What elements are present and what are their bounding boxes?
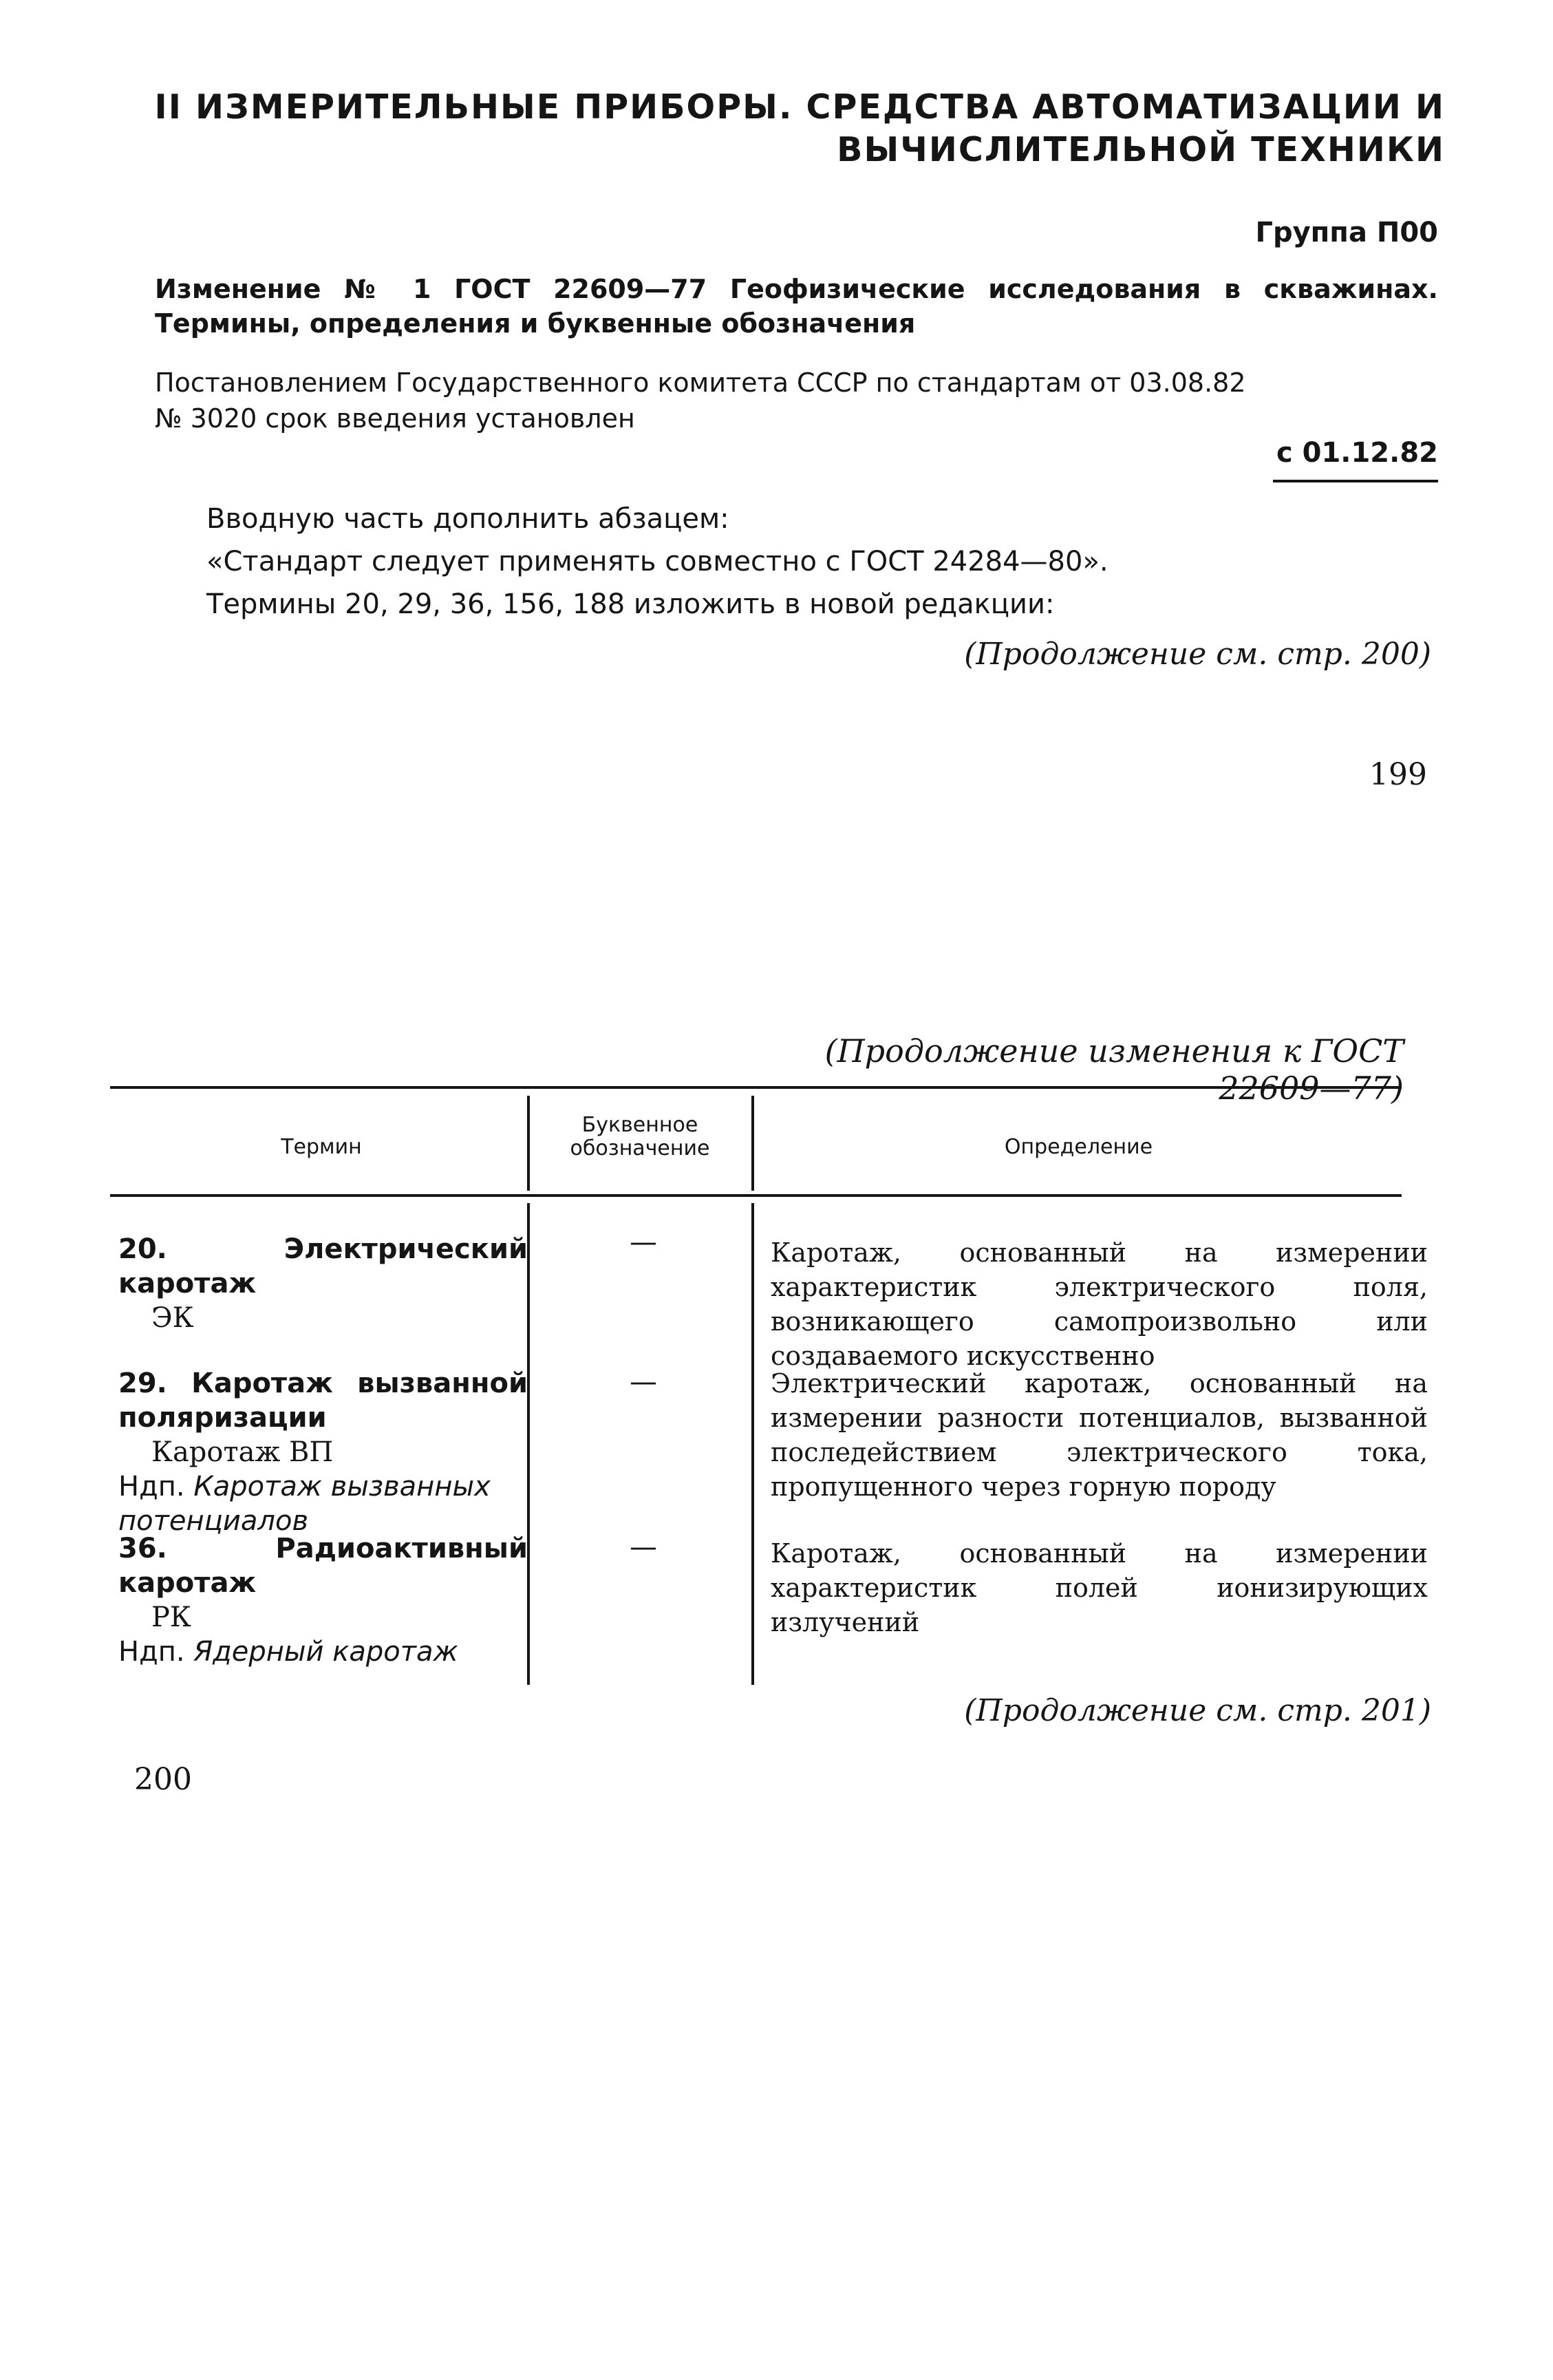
- table-row-term-36: [118, 1531, 528, 1669]
- term-alt-prefix: Ндп.: [118, 1471, 185, 1502]
- term-alt-text: Каротаж вызванных потенциалов: [118, 1471, 491, 1537]
- table-top-rule: [110, 1086, 1402, 1089]
- term-name: 36. Радиоактивный каротаж: [118, 1533, 528, 1599]
- designation-dash: —: [630, 1366, 657, 1398]
- term-alt-text: Ядерный каротаж: [193, 1636, 458, 1668]
- page-number-200: 200: [134, 1762, 192, 1797]
- effective-date-underline: [1273, 480, 1438, 482]
- term-abbreviation: Каротаж ВП: [151, 1436, 334, 1468]
- term-alternative: [118, 1469, 528, 1538]
- effective-date: с 01.12.82: [1276, 437, 1438, 469]
- decree-text: [155, 365, 1438, 436]
- continuation-note-199: (Продолжение см. стр. 200): [964, 637, 1431, 672]
- page-number-199: 199: [1369, 757, 1427, 792]
- group-label: Группа П00: [1255, 217, 1438, 248]
- section-title-line2: ВЫЧИСЛИТЕЛЬНОЙ ТЕХНИКИ: [837, 130, 1445, 169]
- header-term: Термин: [281, 1135, 362, 1159]
- term-abbreviation: ЭК: [151, 1302, 194, 1334]
- table-row-term-29: [118, 1366, 528, 1538]
- term-alt-prefix: Ндп.: [118, 1636, 185, 1668]
- header-designation: [531, 1114, 749, 1160]
- decree-line1: Постановлением Государственного комитета СССР по стандартам от 03.08.82: [155, 368, 1246, 398]
- header-designation-line1: Буквенное: [581, 1113, 698, 1137]
- header-definition: Определение: [1004, 1135, 1153, 1159]
- standard-reference: «Стандарт следует применять совместно с ГОСТ 24284—80».: [206, 546, 1108, 577]
- term-name: 20. Электрический каротаж: [118, 1233, 528, 1299]
- table-continuation-header: (Продолжение изменения к ГОСТ 22609—77): [824, 1032, 1404, 1107]
- section-title-line1: II ИЗМЕРИТЕЛЬНЫЕ ПРИБОРЫ. СРЕДСТВА АВТОМАТИЗАЦИИ И: [154, 87, 1445, 127]
- terms-instruction: Термины 20, 29, 36, 156, 188 изложить в новой редакции:: [206, 588, 1055, 620]
- header-divider-1: [527, 1096, 530, 1191]
- definition-text: Каротаж, основанный на измерении характеристик электрического поля, возникающего самопроизвольно или создаваемого искусственно: [771, 1237, 1428, 1371]
- column-divider-2: [751, 1203, 754, 1685]
- change-title-text: Изменение № 1 ГОСТ 22609—77 Геофизические исследования в скважинах. Термины, определения и буквенные обозначения: [155, 274, 1438, 339]
- term-name: 29. Каротаж вызванной поляризации: [118, 1368, 528, 1434]
- change-title: [155, 272, 1438, 341]
- continuation-note-200: (Продолжение см. стр. 201): [964, 1693, 1431, 1728]
- section-title: [138, 86, 1445, 171]
- term-abbreviation: РК: [151, 1602, 191, 1633]
- intro-instruction: Вводную часть дополнить абзацем:: [206, 503, 729, 535]
- term-alternative: [118, 1635, 528, 1669]
- decree-line2: № 3020 срок введения установлен: [155, 403, 635, 434]
- table-row-term-20: [118, 1232, 528, 1335]
- definition-text: Электрический каротаж, основанный на измерении разности потенциалов, вызванной последействием электрического тока, пропущенного через горную породу: [771, 1368, 1428, 1502]
- header-designation-line2: обозначение: [570, 1136, 710, 1160]
- definition-text: Каротаж, основанный на измерении характеристик полей ионизирующих излучений: [771, 1538, 1428, 1637]
- header-divider-2: [751, 1096, 754, 1191]
- designation-dash: —: [630, 1531, 657, 1563]
- designation-dash: —: [630, 1226, 657, 1258]
- table-header-rule: [110, 1194, 1402, 1197]
